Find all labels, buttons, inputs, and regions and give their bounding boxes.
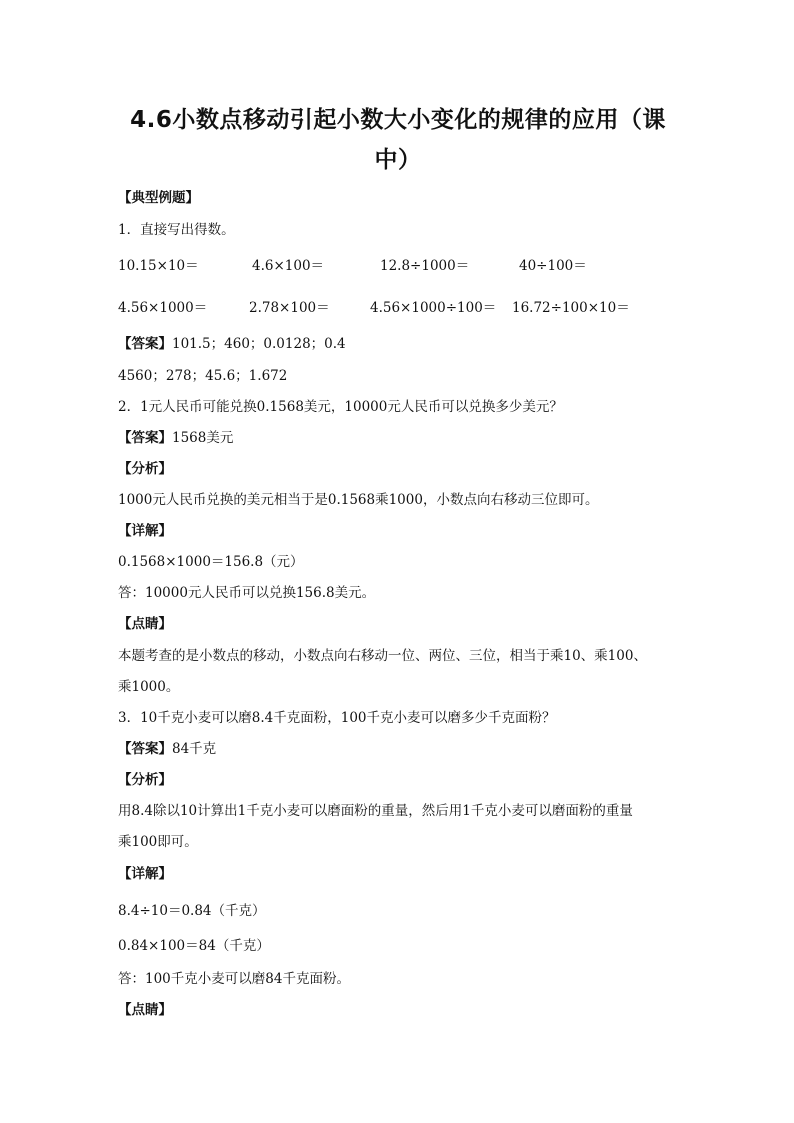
q3-comment-label: 【点睛】 xyxy=(118,1002,172,1018)
document-title xyxy=(118,100,678,180)
answer-label: 【答案】 xyxy=(118,741,172,757)
q1-expr-5: 4.56×1000＝ xyxy=(118,300,208,316)
q3-analysis-2: 乘100即可。 xyxy=(118,834,198,850)
q3-analysis-label: 【分析】 xyxy=(118,772,172,788)
q3-answer xyxy=(118,737,216,757)
q3-detail-3: 答：100千克小麦可以磨84千克面粉。 xyxy=(118,971,350,987)
q1-expr-1: 10.15×10＝ xyxy=(118,258,199,274)
q2-prompt: 2．1元人民币可能兑换0.1568美元，10000元人民币可以兑换多少美元？ xyxy=(118,399,563,415)
q1-expr-6: 2.78×100＝ xyxy=(249,300,330,316)
q2-comment-label: 【点睛】 xyxy=(118,616,172,632)
q3-detail-1: 8.4÷10＝0.84（千克） xyxy=(118,903,266,919)
title-line-2: 中） xyxy=(374,147,422,173)
q2-comment-2: 乘1000。 xyxy=(118,679,180,695)
q2-detail-label: 【详解】 xyxy=(118,523,172,539)
answer-label: 【答案】 xyxy=(118,430,172,446)
title-line-1: 4.6小数点移动引起小数大小变化的规律的应用（课 xyxy=(130,107,666,133)
q1-expr-2: 4.6×100＝ xyxy=(252,258,325,274)
section-heading: 【典型例题】 xyxy=(118,190,199,206)
q1-prompt: 1．直接写出得数。 xyxy=(118,222,235,238)
q2-detail-2: 答：10000元人民币可以兑换156.8美元。 xyxy=(118,585,376,601)
q1-answer-text: 101.5；460；0.0128；0.4 xyxy=(172,336,346,352)
q2-analysis: 1000元人民币兑换的美元相当于是0.1568乘1000，小数点向右移动三位即可。 xyxy=(118,492,599,508)
q3-answer-text: 84千克 xyxy=(172,741,217,757)
q2-answer xyxy=(118,426,233,446)
q1-expr-3: 12.8÷1000＝ xyxy=(380,258,470,274)
q2-analysis-label: 【分析】 xyxy=(118,461,172,477)
q1-answer xyxy=(118,332,346,352)
q2-answer-text: 1568美元 xyxy=(172,430,234,446)
q1-expr-7: 4.56×1000÷100＝ xyxy=(370,300,497,316)
q3-detail-2: 0.84×100＝84（千克） xyxy=(118,938,270,954)
q1-answer-line-2: 4560；278；45.6；1.672 xyxy=(118,368,288,384)
q1-expr-8: 16.72÷100×10＝ xyxy=(512,300,630,316)
answer-label: 【答案】 xyxy=(118,336,172,352)
q2-comment-1: 本题考查的是小数点的移动，小数点向右移动一位、两位、三位，相当于乘10、乘100、 xyxy=(118,648,647,664)
q3-analysis-1: 用8.4除以10计算出1千克小麦可以磨面粉的重量，然后用1千克小麦可以磨面粉的重量 xyxy=(118,803,633,819)
q3-prompt: 3．10千克小麦可以磨8.4千克面粉，100千克小麦可以磨多少千克面粉？ xyxy=(118,710,556,726)
q2-detail-1: 0.1568×1000＝156.8（元） xyxy=(118,554,304,570)
q3-detail-label: 【详解】 xyxy=(118,866,172,882)
q1-expr-4: 40÷100＝ xyxy=(519,258,587,274)
